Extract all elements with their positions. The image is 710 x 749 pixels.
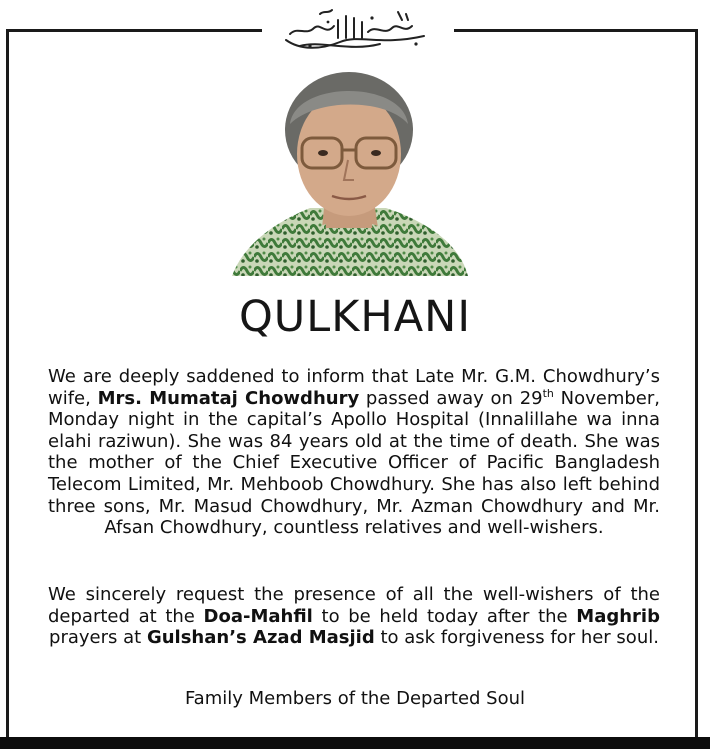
date-suffix: th <box>542 386 554 400</box>
prayer-name: Maghrib <box>576 605 660 627</box>
notice-title: QULKHANI <box>238 292 472 342</box>
announcement-passed: passed away on 29 <box>359 387 543 409</box>
request-paragraph <box>48 584 660 649</box>
announcement-intro: We are deeply saddened to inform that Late Mr. G.M. Chowdhury’s wife, <box>48 366 660 409</box>
request-text-a: We sincerely request the presence of all the well-wishers of the departed at the <box>48 584 660 627</box>
signature-line: Family Members of the Departed Soul <box>184 688 526 709</box>
deceased-portrait-photo <box>226 68 472 282</box>
bismillah-calligraphy-icon <box>280 6 430 52</box>
request-text-d: to ask forgiveness for her soul. <box>374 627 659 649</box>
event-name: Doa-Mahfil <box>203 605 313 627</box>
deceased-name: Mrs. Mumataj Chowdhury <box>97 387 360 409</box>
bottom-border-bar <box>0 737 710 749</box>
announcement-paragraph <box>48 366 660 539</box>
request-text-b: to be held today after the <box>312 605 577 627</box>
announcement-rest: November, Monday night in the capital’s Apollo Hospital (Innalillahe wa inna elahi raziwun). She was 84 years old at the time of death. She was the mother of the Chief Executive Officer of Pacific Bangladesh Telecom Limited, Mr. Mehboob Chowdhury. She has also left behind three sons, Mr. Masud Chowdhury, Mr. Azman Chowdhury and Mr. Afsan Chowdhury, countless relatives and well-wishers. <box>48 387 660 539</box>
request-text-c: prayers at <box>49 627 147 649</box>
venue-name: Gulshan’s Azad Masjid <box>146 627 375 649</box>
